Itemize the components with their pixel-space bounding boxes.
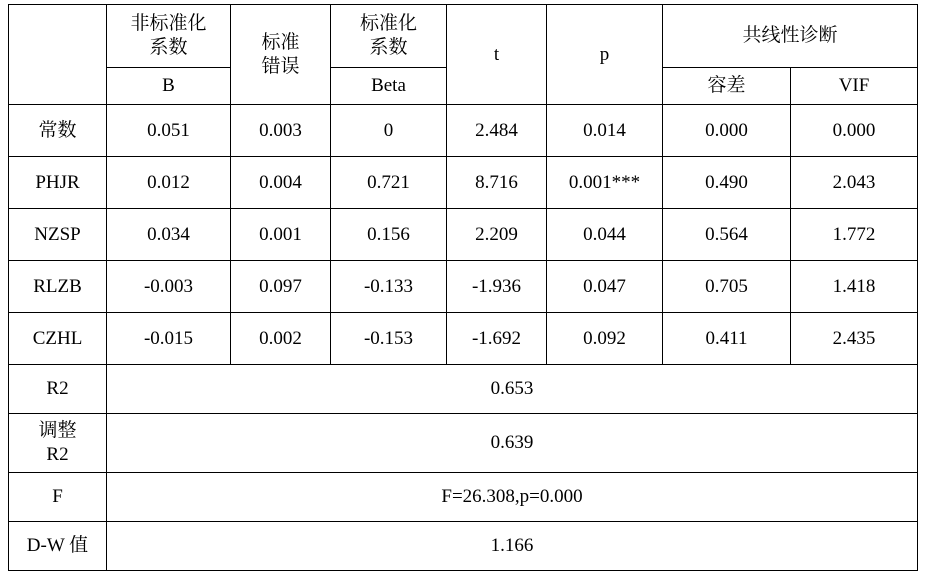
cell-vif: 2.043 (791, 157, 918, 209)
summary-label-f: F (9, 473, 107, 522)
header-unstandardized-coefficients (107, 5, 231, 68)
cell-t: 8.716 (447, 157, 547, 209)
cell-beta: -0.153 (331, 313, 447, 365)
summary-label-r2: R2 (9, 365, 107, 414)
table-row (9, 261, 918, 313)
table-row (9, 105, 918, 157)
cell-b: -0.015 (107, 313, 231, 365)
cell-t: -1.692 (447, 313, 547, 365)
row-label-constant: 常数 (9, 105, 107, 157)
regression-table-sheet (0, 4, 925, 557)
summary-label-adjusted-r2 (9, 414, 107, 473)
summary-label-dw: D-W 值 (9, 522, 107, 571)
row-label-czhl: CZHL (9, 313, 107, 365)
table-header-row-primary (9, 5, 918, 68)
row-label-nzsp: NZSP (9, 209, 107, 261)
cell-vif: 1.418 (791, 261, 918, 313)
cell-b: -0.003 (107, 261, 231, 313)
cell-beta: 0.721 (331, 157, 447, 209)
header-standard-error (231, 5, 331, 105)
cell-b: 0.034 (107, 209, 231, 261)
row-label-rlzb: RLZB (9, 261, 107, 313)
cell-p: 0.047 (547, 261, 663, 313)
cell-t: 2.484 (447, 105, 547, 157)
cell-t: -1.936 (447, 261, 547, 313)
cell-b: 0.051 (107, 105, 231, 157)
cell-tolerance: 0.490 (663, 157, 791, 209)
header-b-coefficient: B (107, 68, 231, 105)
cell-se: 0.003 (231, 105, 331, 157)
summary-row-dw (9, 522, 918, 571)
cell-se: 0.002 (231, 313, 331, 365)
cell-tolerance: 0.000 (663, 105, 791, 157)
header-unstd-line1: 非标准化 (130, 13, 207, 35)
summary-row-adjusted-r2 (9, 414, 918, 473)
summary-value-dw: 1.166 (107, 522, 918, 571)
summary-row-r2 (9, 365, 918, 414)
cell-tolerance: 0.411 (663, 313, 791, 365)
cell-beta: 0 (331, 105, 447, 157)
header-corner-cell (9, 5, 107, 105)
header-stderr-line1: 标准 (261, 31, 300, 53)
regression-results-table (8, 4, 918, 571)
summary-label-adjusted-r2-line2: R2 (46, 444, 69, 465)
summary-value-f: F=26.308,p=0.000 (107, 473, 918, 522)
header-beta-coefficient: Beta (331, 68, 447, 105)
header-stderr-line2: 错误 (261, 55, 300, 77)
cell-beta: -0.133 (331, 261, 447, 313)
header-collinearity-diagnostics: 共线性诊断 (663, 5, 918, 68)
cell-se: 0.001 (231, 209, 331, 261)
summary-value-adjusted-r2: 0.639 (107, 414, 918, 473)
cell-p: 0.001*** (547, 157, 663, 209)
cell-vif: 2.435 (791, 313, 918, 365)
summary-row-f (9, 473, 918, 522)
header-p-value: p (547, 5, 663, 105)
cell-beta: 0.156 (331, 209, 447, 261)
cell-b: 0.012 (107, 157, 231, 209)
header-vif: VIF (791, 68, 918, 105)
cell-tolerance: 0.705 (663, 261, 791, 313)
cell-t: 2.209 (447, 209, 547, 261)
header-tolerance: 容差 (663, 68, 791, 105)
header-std-line2: 系数 (369, 37, 408, 58)
cell-p: 0.092 (547, 313, 663, 365)
cell-p: 0.044 (547, 209, 663, 261)
cell-se: 0.097 (231, 261, 331, 313)
cell-tolerance: 0.564 (663, 209, 791, 261)
cell-se: 0.004 (231, 157, 331, 209)
table-row (9, 209, 918, 261)
summary-value-r2: 0.653 (107, 365, 918, 414)
cell-vif: 0.000 (791, 105, 918, 157)
header-t-statistic: t (447, 5, 547, 105)
header-standardized-coefficients (331, 5, 447, 68)
row-label-phjr: PHJR (9, 157, 107, 209)
header-unstd-line2: 系数 (149, 37, 188, 58)
header-std-line1: 标准化 (359, 13, 417, 35)
table-row (9, 157, 918, 209)
cell-vif: 1.772 (791, 209, 918, 261)
cell-p: 0.014 (547, 105, 663, 157)
table-row (9, 313, 918, 365)
summary-label-adjusted-r2-line1: 调整 (38, 420, 77, 442)
